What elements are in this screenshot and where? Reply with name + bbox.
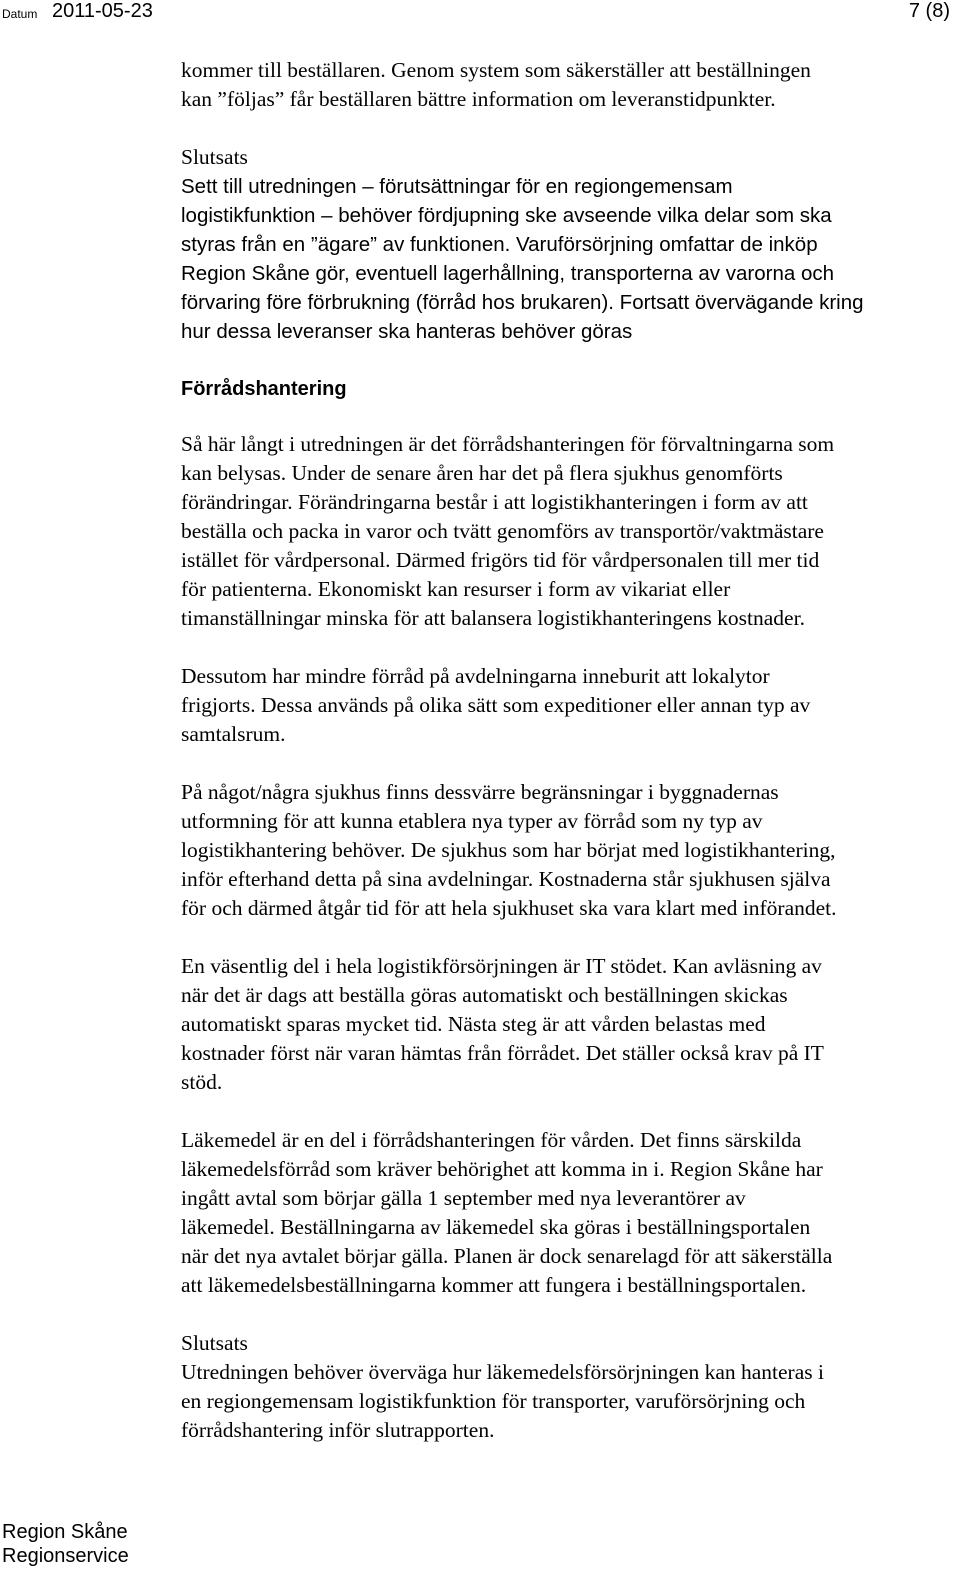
document-body [181,56,956,1474]
text-line: Sett till utredningen – förutsättningar för en regiongemensam [181,175,733,198]
paragraph-6 [181,952,956,1097]
date-label: Datum [2,7,38,21]
text-line: för och därmed åtgår tid för att hela sjukhuset ska vara klart med införandet. [181,896,837,920]
text-line: automatiskt sparas mycket tid. Nästa steg är att vården belastas med [181,1012,766,1036]
page-header [0,0,960,30]
text-line: utformning för att kunna etablera nya typer av förråd som ny typ av [181,809,763,833]
text-line: förändringar. Förändringarna består i att logistikhanteringen i form av att [181,490,808,514]
page-footer [2,1520,129,1568]
text-line: Utredningen behöver överväga hur läkemedelsförsörjningen kan hanteras i [181,1360,824,1384]
text-line: kan belysas. Under de senare åren har det på flera sjukhus genomförts [181,461,783,485]
paragraph-4 [181,662,956,749]
text-line: en regiongemensam logistikfunktion för transporter, varuförsörjning och [181,1389,806,1413]
text-line: timanställningar minska för att balansera logistikhanteringens kostnader. [181,606,805,630]
text-line: Region Skåne gör, eventuell lagerhållning, transporterna av varorna och [181,262,834,285]
conclusion-title: Slutsats [181,1331,248,1355]
text-line: På något/några sjukhus finns dessvärre begränsningar i byggnadernas [181,780,779,804]
text-line: Dessutom har mindre förråd på avdelningarna inneburit att lokalytor [181,664,770,688]
paragraph-7 [181,1126,956,1300]
conclusion-paragraph-1 [181,143,956,346]
section-heading: Förrådshantering [181,378,347,400]
text-line: förrådshantering inför slutrapporten. [181,1418,495,1442]
text-line: styras från en ”ägare” av funktionen. Varuförsörjning omfattar de inköp [181,233,818,256]
text-line: Läkemedel är en del i förrådshanteringen för vården. Det finns särskilda [181,1128,802,1152]
text-line: kommer till beställaren. Genom system som säkerställer att beställningen [181,58,811,82]
page-number: 7 (8) [908,0,950,22]
paragraph-3 [181,430,956,633]
footer-organization: Region Skåne [2,1521,128,1543]
text-line: stöd. [181,1070,223,1094]
text-line: förvaring före förbrukning (förråd hos brukaren). Fortsatt övervägande kring [181,291,864,314]
text-line: för patienterna. Ekonomiskt kan resurser i form av vikariat eller [181,577,731,601]
text-line: kostnader först när varan hämtas från förrådet. Det ställer också krav på IT [181,1041,824,1065]
text-line: inför efterhand detta på sina avdelningar. Kostnaderna står sjukhusen själva [181,867,831,891]
footer-unit: Regionservice [2,1545,129,1567]
text-line: ingått avtal som börjar gälla 1 september med nya leverantörer av [181,1186,746,1210]
text-line: Så här långt i utredningen är det förrådshanteringen för förvaltningarna som [181,432,835,456]
text-line: beställa och packa in varor och tvätt genomförs av transportör/vaktmästare [181,519,824,543]
text-line: när det är dags att beställa göras automatiskt och beställningen skickas [181,983,788,1007]
text-line: logistikfunktion – behöver fördjupning ske avseende vilka delar som ska [181,204,832,227]
conclusion-title: Slutsats [181,145,248,169]
text-line: hur dessa leveranser ska hanteras behöver göras [181,320,633,343]
conclusion-paragraph-2 [181,1329,956,1445]
text-line: kan ”följas” får beställaren bättre information om leveranstidpunkter. [181,87,776,111]
text-line: En väsentlig del i hela logistikförsörjningen är IT stödet. Kan avläsning av [181,954,822,978]
paragraph-5 [181,778,956,923]
text-line: logistikhantering behöver. De sjukhus som har börjat med logistikhantering, [181,838,836,862]
text-line: frigjorts. Dessa används på olika sätt som expeditioner eller annan typ av [181,693,811,717]
document-date: 2011-05-23 [52,0,153,22]
text-line: samtalsrum. [181,722,286,746]
text-line: läkemedelsförråd som kräver behörighet att komma in i. Region Skåne har [181,1157,823,1181]
paragraph-1 [181,56,956,114]
text-line: när det nya avtalet börjar gälla. Planen är dock senarelagd för att säkerställa [181,1244,833,1268]
text-line: läkemedel. Beställningarna av läkemedel ska göras i beställningsportalen [181,1215,811,1239]
text-line: istället för vårdpersonal. Därmed frigörs tid för vårdpersonalen till mer tid [181,548,820,572]
text-line: att läkemedelsbeställningarna kommer att fungera i beställningsportalen. [181,1273,807,1297]
